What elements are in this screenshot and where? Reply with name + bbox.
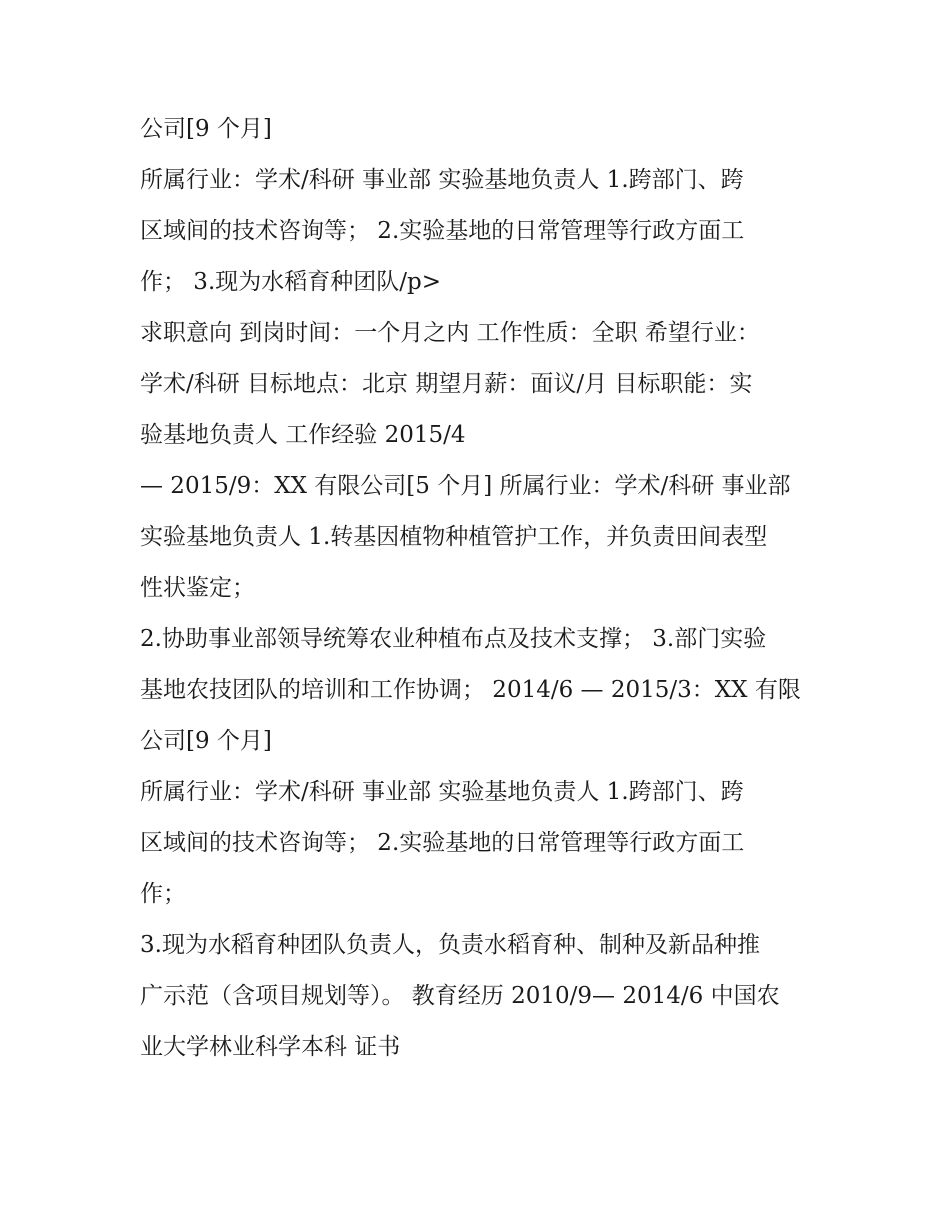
text-line-3: 区域间的技术咨询等； 2.实验基地的日常管理等行政方面工 [140, 218, 745, 244]
text-line-16: 作； [140, 881, 186, 907]
text-line-9: 实验基地负责人 1.转基因植物种植管护工作，并负责田间表型 [140, 524, 768, 550]
text-line-10: 性状鉴定； [140, 575, 255, 601]
text-line-12: 基地农技团队的培训和工作协调； 2014/6 — 2015/3：XX 有限 [140, 677, 801, 703]
text-line-14: 所属行业：学术/科研 事业部 实验基地负责人 1.跨部门、跨 [140, 779, 744, 805]
text-line-7: 验基地负责人 工作经验 2015/4 [140, 422, 466, 448]
text-line-18: 广示范（含项目规划等）。 教育经历 2010/9— 2014/6 中国农 [140, 983, 780, 1009]
text-line-11: 2.协助事业部领导统筹农业种植布点及技术支撑； 3.部门实验 [140, 626, 767, 652]
text-line-1: 公司[9 个月] [140, 116, 272, 142]
text-line-2: 所属行业：学术/科研 事业部 实验基地负责人 1.跨部门、跨 [140, 167, 744, 193]
text-line-13: 公司[9 个月] [140, 728, 272, 754]
text-line-5: 求职意向 到岗时间：一个月之内 工作性质：全职 希望行业： [140, 320, 760, 346]
resume-text-block [140, 104, 820, 1073]
text-line-17: 3.现为水稻育种团队负责人，负责水稻育种、制种及新品种推 [140, 932, 760, 958]
text-line-8: — 2015/9：XX 有限公司[5 个月] 所属行业：学术/科研 事业部 [140, 473, 791, 499]
text-line-19: 业大学林业科学本科 证书 [140, 1034, 401, 1060]
text-line-6: 学术/科研 目标地点：北京 期望月薪：面议/月 目标职能：实 [140, 371, 753, 397]
text-line-4: 作； 3.现为水稻育种团队/p> [140, 269, 441, 295]
text-line-15: 区域间的技术咨询等； 2.实验基地的日常管理等行政方面工 [140, 830, 745, 856]
